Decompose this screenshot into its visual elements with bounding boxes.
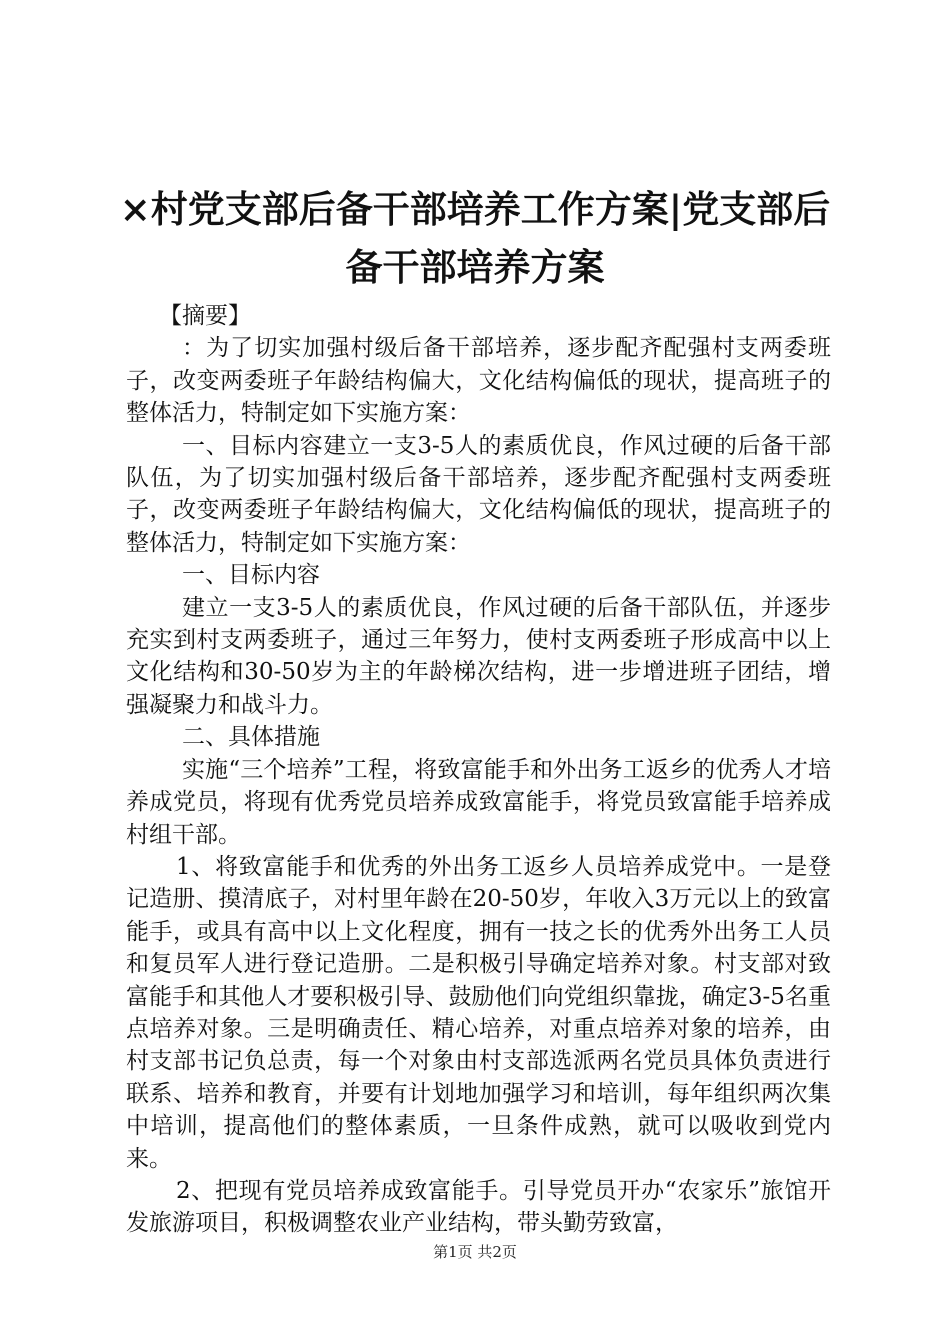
section-heading-goals: 一、目标内容: [182, 562, 320, 589]
paragraph-goals: 建立一支3-5人的素质优良，作风过硬的后备干部队伍，并逐步充实到村支两委班子，通过三年努力，使村支两委班子形成高中以上文化结构和30-50岁为主的年龄梯次结构，进一步增进班子团结，增强凝聚力和战斗力。: [126, 594, 831, 718]
paragraph-item-1: 1、将致富能手和优秀的外出务工返乡人员培养成党中。一是登记造册、摸清底子，对村里年龄在20-50岁，年收入3万元以上的致富能手，或具有高中以上文化程度，拥有一技之长的优秀外出务工人员和复员军人进行登记造册。二是积极引导确定培养对象。村支部对致富能手和其他人才要积极引导、鼓励他们向党组织靠拢，确定3-5名重点培养对象。三是明确责任、精心培养，对重点培养对象的培养，由村支部书记负总责，每一个对象由村支部选派两名党员具体负责进行联系、培养和教育，并要有计划地加强学习和培训，每年组织两次集中培训，提高他们的整体素质，一旦条件成熟，就可以吸收到党内来。: [126, 853, 831, 1172]
page-footer: 第1页 共2页: [433, 1243, 517, 1261]
document-body: [126, 300, 831, 1240]
abstract-heading: 【摘要】: [159, 303, 251, 329]
paragraph-item-2: 2、把现有党员培养成致富能手。引导党员开办“农家乐”旅馆开发旅游项目，积极调整农业产业结构，带头勤劳致富，: [126, 1177, 831, 1237]
title-line-1: ×村党支部后备干部培养工作方案|党支部后: [119, 187, 831, 231]
section-heading-measures: 二、具体措施: [182, 724, 320, 751]
document-title: [100, 180, 850, 296]
paragraph-measures: 实施“三个培养”工程，将致富能手和外出务工返乡的优秀人才培养成党员，将现有优秀党员培养成致富能手，将党员致富能手培养成村组干部。: [126, 756, 831, 848]
abstract-text: ：为了切实加强村级后备干部培养，逐步配齐配强村支两委班子，改变两委班子年龄结构偏大，文化结构偏低的现状，提高班子的整体活力，特制定如下实施方案：: [126, 335, 831, 427]
title-line-2: 备干部培养方案: [345, 245, 605, 289]
paragraph-intro: 一、目标内容建立一支3-5人的素质优良，作风过硬的后备干部队伍，为了切实加强村级后备干部培养，逐步配齐配强村支两委班子，改变两委班子年龄结构偏大，文化结构偏低的现状，提高班子的整体活力，特制定如下实施方案：: [126, 432, 831, 556]
